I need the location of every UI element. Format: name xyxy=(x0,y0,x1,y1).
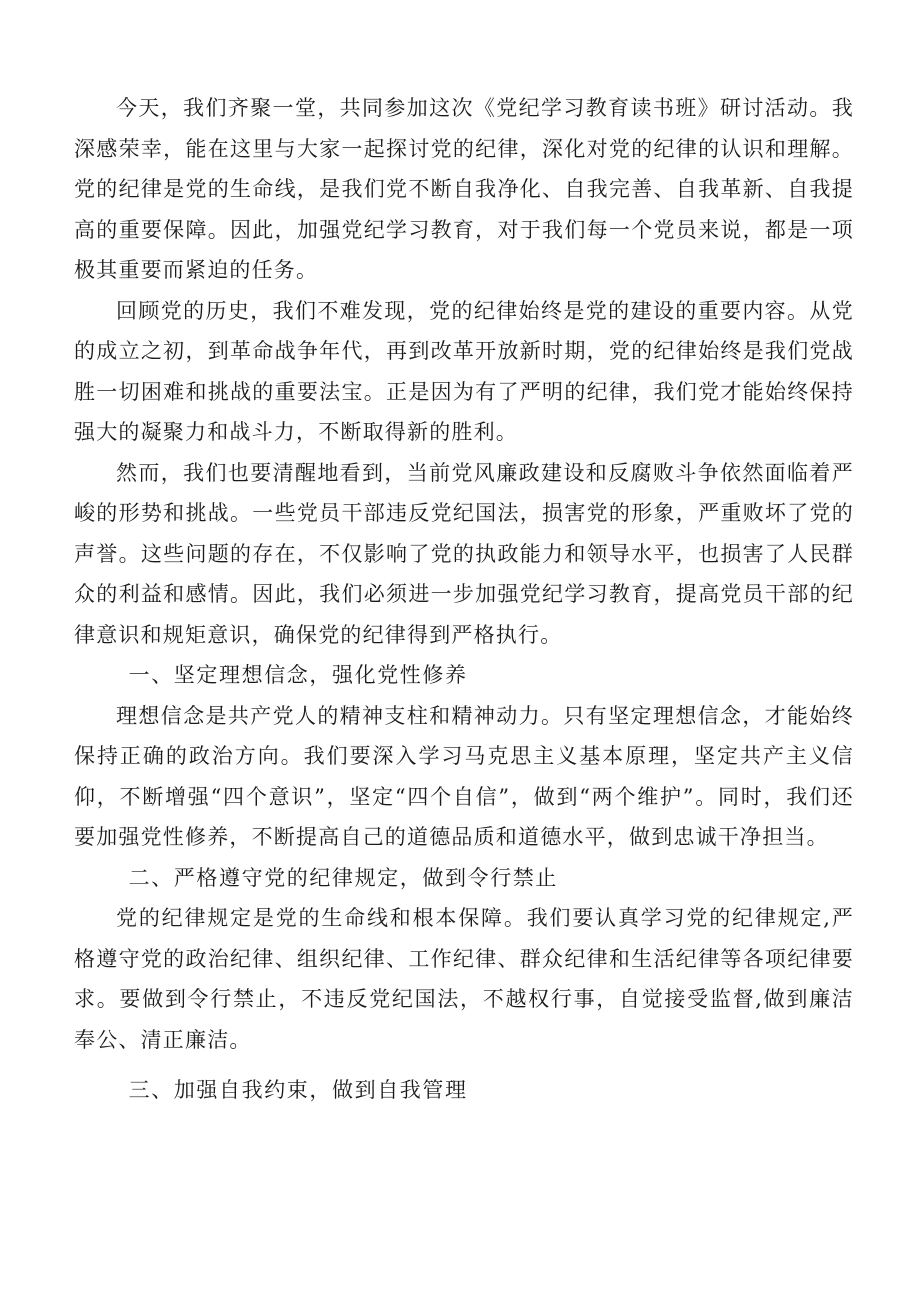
section-1-body: 理想信念是共产党人的精神支柱和精神动力。只有坚定理想信念，才能始终保持正确的政治方向。我们要深入学习马克思主义基本原理，坚定共产主义信仰，不断增强“四个意识”，坚定“四个自信”，做到“两个维护”。同时，我们还要加强党性修养，不断提高自己的道德品质和道德水平，做到忠诚干净担当。 xyxy=(74,703,854,849)
paragraph-history: 回顾党的历史，我们不难发现，党的纪律始终是党的建设的重要内容。从党的成立之初，到革命战争年代，再到改革开放新时期，党的纪律始终是我们党战胜一切困难和挑战的重要法宝。正是因为有了严明的纪律，我们党才能始终保持强大的凝聚力和战斗力，不断取得新的胜利。 xyxy=(74,298,854,444)
paragraph-intro: 今天，我们齐聚一堂，共同参加这次《党纪学习教育读书班》研讨活动。我深感荣幸，能在这里与大家一起探讨党的纪律，深化对党的纪律的认识和理解。党的纪律是党的生命线，是我们党不断自我净化、自我完善、自我革新、自我提高的重要保障。因此，加强党纪学习教育，对于我们每一个党员来说，都是一项极其重要而紧迫的任务。 xyxy=(74,96,854,282)
section-1-heading: 一、坚定理想信念，强化党性修养 xyxy=(128,663,468,687)
section-3-heading: 三、加强自我约束，做到自我管理 xyxy=(128,1078,468,1102)
section-2-heading: 二、严格遵守党的纪律规定，做到令行禁止 xyxy=(128,865,558,890)
document-body xyxy=(74,88,854,1111)
paragraph-challenges: 然而，我们也要清醒地看到，当前党风廉政建设和反腐败斗争依然面临着严峻的形势和挑战。一些党员干部违反党纪国法，损害党的形象，严重败坏了党的声誉。这些问题的存在，不仅影响了党的执政能力和领导水平，也损害了人民群众的利益和感情。因此，我们必须进一步加强党纪学习教育，提高党员干部的纪律意识和规矩意识，确保党的纪律得到严格执行。 xyxy=(74,460,854,647)
section-2-body: 党的纪律规定是党的生命线和根本保障。我们要认真学习党的纪律规定,严格遵守党的政治纪律、组织纪律、工作纪律、群众纪律和生活纪律等各项纪律要求。要做到令行禁止，不违反党纪国法，不越权行事，自觉接受监督,做到廉洁奉公、清正廉洁。 xyxy=(74,906,854,1052)
